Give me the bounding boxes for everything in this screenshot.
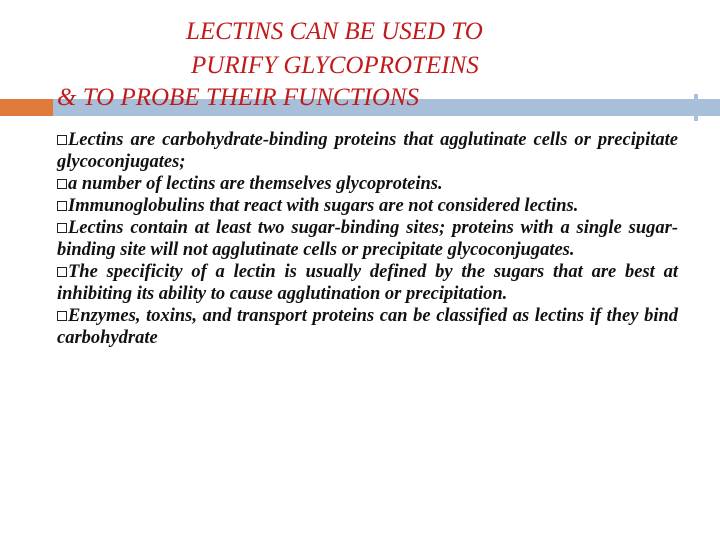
title-accent-bar-orange xyxy=(0,99,53,116)
bullet-list xyxy=(57,129,678,349)
bullet-item xyxy=(57,173,678,195)
square-bullet-icon xyxy=(57,223,67,233)
slide-title-line-3: & TO PROBE THEIR FUNCTIONS xyxy=(57,84,420,111)
bullet-item xyxy=(57,129,678,173)
bullet-item xyxy=(57,217,678,261)
slide-title-line-2: PURIFY GLYCOPROTEINS xyxy=(191,52,479,79)
slide-title-line-1: LECTINS CAN BE USED TO xyxy=(186,18,483,45)
square-bullet-icon xyxy=(57,179,67,189)
bullet-item xyxy=(57,261,678,305)
bullet-text: a number of lectins are themselves glycoproteins. xyxy=(68,174,443,194)
bullet-text: Immunoglobulins that react with sugars are not considered lectins. xyxy=(68,196,579,216)
square-bullet-icon xyxy=(57,135,67,145)
bullet-text: Lectins are carbohydrate-binding proteins that agglutinate cells or precipitate glycoconjugates; xyxy=(57,130,678,172)
bullet-item xyxy=(57,195,678,217)
square-bullet-icon xyxy=(57,267,67,277)
bullet-text: Enzymes, toxins, and transport proteins can be classified as lectins if they bind carbohydrate xyxy=(57,306,678,348)
square-bullet-icon xyxy=(57,311,67,321)
square-bullet-icon xyxy=(57,201,67,211)
bullet-text: The specificity of a lectin is usually defined by the sugars that are best at inhibiting its ability to cause agglutination or precipitation. xyxy=(57,262,678,304)
bullet-text: Lectins contain at least two sugar-binding sites; proteins with a single sugar-binding site will not agglutinate cells or precipitate glycoconjugates. xyxy=(57,218,678,260)
bullet-item xyxy=(57,305,678,349)
title-accent-bar-tick xyxy=(694,94,698,121)
